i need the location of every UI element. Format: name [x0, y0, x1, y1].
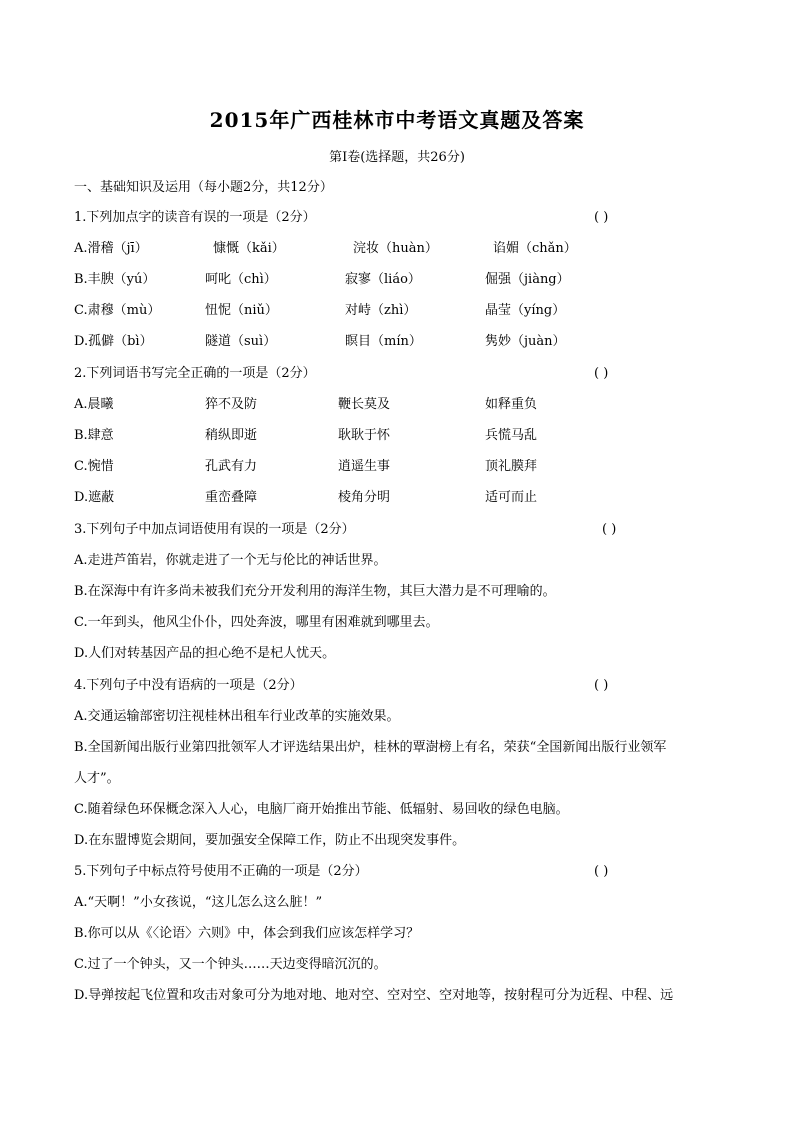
q1-option-d-4: 隽妙（juàn）	[485, 334, 566, 349]
q2-option-a-2: 猝不及防	[205, 397, 258, 412]
question-5-stem: 5.下列句子中标点符号使用不正确的一项是（2分）	[74, 864, 368, 879]
answer-bracket: ( )	[602, 522, 617, 537]
q5-option-c: C.过了一个钟头，又一个钟头……天边变得暗沉沉的。	[74, 957, 387, 972]
q1-option-b-1: B.丰腴（yú）	[74, 272, 156, 287]
q4-option-b-continued: 人才”。	[74, 771, 120, 786]
q3-option-c: C.一年到头，他风尘仆仆，四处奔波，哪里有困难就到哪里去。	[74, 615, 439, 630]
question-2-stem: 2.下列词语书写完全正确的一项是（2分）	[74, 366, 316, 381]
q2-option-c-2: 孔武有力	[205, 459, 258, 474]
q5-option-d: D.导弹按起飞位置和攻击对象可分为地对地、地对空、空对空、空对地等，按射程可分为近程、中程、远	[74, 988, 674, 1003]
q1-option-d-2: 隧道（suì）	[205, 334, 277, 349]
q1-option-d-3: 瞑目（mín）	[345, 334, 422, 349]
q5-option-b: B.你可以从《〈论语〉六则》中，体会到我们应该怎样学习？	[74, 926, 420, 941]
q2-option-d-2: 重峦叠障	[205, 490, 258, 505]
q2-option-d-3: 棱角分明	[338, 490, 391, 505]
q2-option-d-1: D.遮蔽	[74, 490, 115, 505]
q4-option-a: A.交通运输部密切注视桂林出租车行业改革的实施效果。	[74, 709, 400, 724]
q2-option-c-4: 顶礼膜拜	[485, 459, 538, 474]
question-1-stem: 1.下列加点字的读音有误的一项是（2分）	[74, 210, 316, 225]
q1-option-a-1: A.滑稽（jī）	[74, 241, 148, 256]
q1-option-c-3: 对峙（zhì）	[345, 303, 417, 318]
q2-option-b-3: 耿耿于怀	[338, 428, 391, 443]
answer-bracket: ( )	[594, 864, 609, 879]
q2-option-b-4: 兵慌马乱	[485, 428, 538, 443]
q4-option-d: D.在东盟博览会期间，要加强安全保障工作，防止不出现突发事件。	[74, 833, 466, 848]
q2-option-a-4: 如释重负	[485, 397, 538, 412]
q1-option-d-1: D.孤僻（bì）	[74, 334, 153, 349]
q2-option-c-1: C.惋惜	[74, 459, 114, 474]
q2-option-d-4: 适可而止	[485, 490, 538, 505]
q1-option-c-1: C.肃穆（mù）	[74, 303, 161, 318]
question-3-stem: 3.下列句子中加点词语使用有误的一项是（2分）	[74, 522, 355, 537]
q2-option-a-3: 鞭长莫及	[338, 397, 391, 412]
q4-option-c: C.随着绿色环保概念深入人心，电脑厂商开始推出节能、低辐射、易回收的绿色电脑。	[74, 802, 569, 817]
q2-option-c-3: 逍遥生事	[338, 459, 391, 474]
q1-option-a-3: 浣妆（huàn）	[353, 241, 438, 256]
q3-option-d: D.人们对转基因产品的担心绝不是杞人忧天。	[74, 646, 336, 661]
q4-option-b: B.全国新闻出版行业第四批领军人才评选结果出炉，桂林的覃澍榜上有名，荣获“全国新闻出版行业领军	[74, 740, 667, 755]
document-subtitle: 第Ⅰ卷(选择题，共26分)	[329, 150, 465, 165]
answer-bracket: ( )	[594, 366, 609, 381]
q1-option-b-4: 倔强（jiàng）	[485, 272, 570, 287]
q1-option-a-4: 谄媚（chǎn）	[493, 241, 577, 256]
q2-option-a-1: A.晨曦	[74, 397, 114, 412]
document-title: 2015年广西桂林市中考语文真题及答案	[209, 108, 585, 132]
q3-option-b: B.在深海中有许多尚未被我们充分开发利用的海洋生物，其巨大潜力是不可理喻的。	[74, 584, 556, 599]
answer-bracket: ( )	[594, 210, 609, 225]
question-4-stem: 4.下列句子中没有语病的一项是（2分）	[74, 678, 303, 693]
section-heading: 一、基础知识及运用（每小题2分，共12分）	[74, 180, 333, 195]
q2-option-b-1: B.肆意	[74, 428, 114, 443]
q1-option-b-3: 寂寥（liáo）	[345, 272, 421, 287]
q1-option-c-4: 晶莹（yíng）	[485, 303, 566, 318]
q5-option-a: A.“天啊！”小女孩说，“这儿怎么这么脏！”	[74, 895, 323, 910]
answer-bracket: ( )	[594, 678, 609, 693]
q2-option-b-2: 稍纵即逝	[205, 428, 258, 443]
q1-option-b-2: 呵叱（chì）	[205, 272, 277, 287]
q1-option-a-2: 慷慨（kǎi）	[213, 241, 285, 256]
q1-option-c-2: 忸怩（niǔ）	[205, 303, 278, 318]
q3-option-a: A.走进芦笛岩，你就走进了一个无与伦比的神话世界。	[74, 553, 387, 568]
